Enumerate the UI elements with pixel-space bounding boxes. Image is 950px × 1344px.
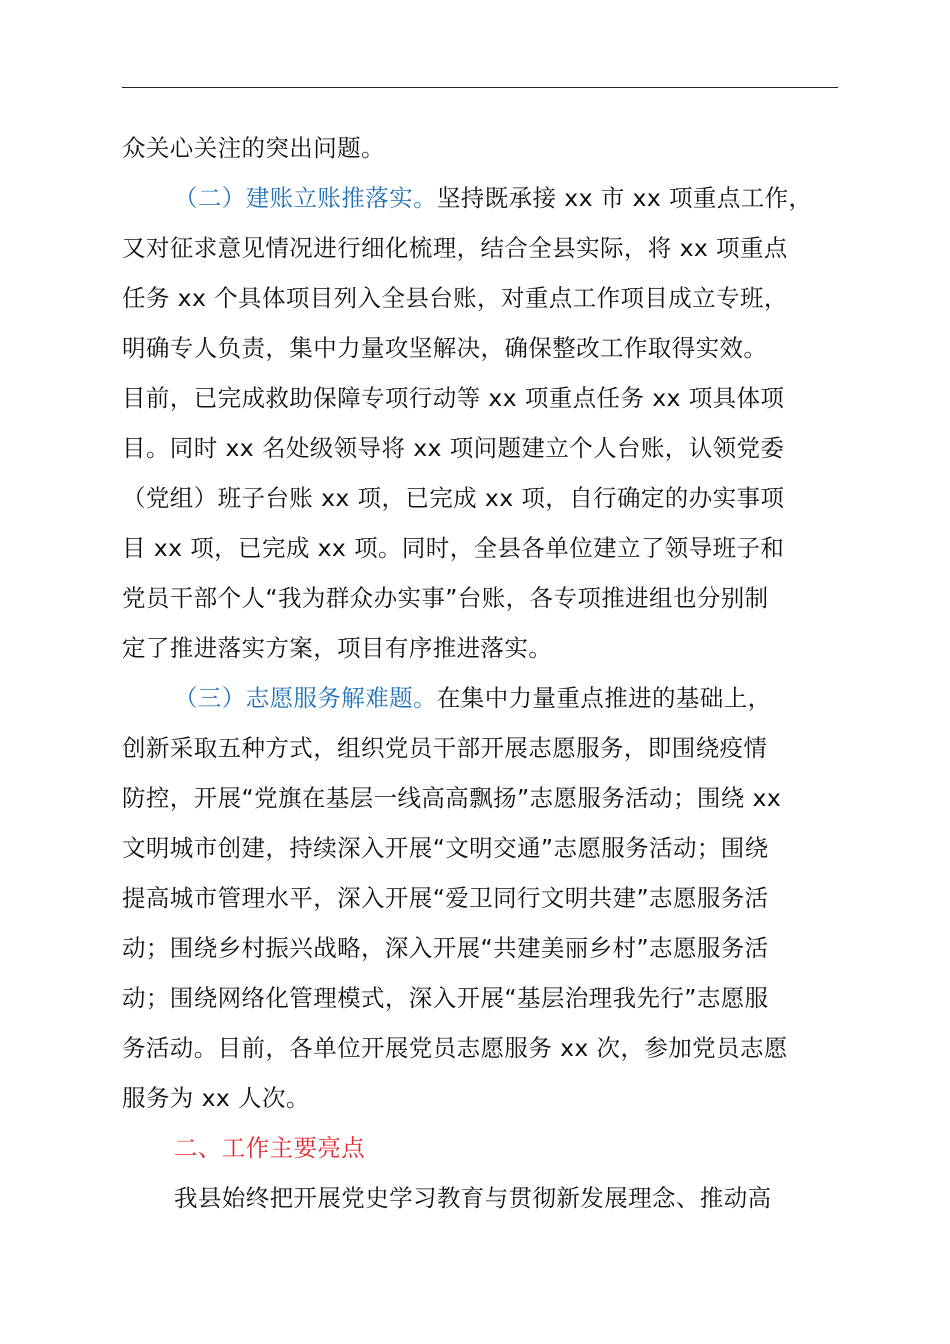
line-text: 目前，已完成救助保障专项行动等 xx 项重点任务 xx 项具体项 (122, 384, 785, 412)
subsection-3-first-line (174, 678, 842, 718)
line-text: 众关心关注的突出问题。 (122, 134, 385, 162)
paragraph-line (122, 278, 842, 318)
paragraph-line (122, 728, 842, 768)
header-rule (122, 87, 838, 88)
line-text: 防控，开展“党旗在基层一线高高飘扬”志愿服务活动；围绕 xx (122, 784, 782, 812)
paragraph-line (122, 428, 842, 468)
paragraph-line (122, 978, 842, 1018)
paragraph-line (122, 228, 842, 268)
line-text: 任务 xx 个具体项目列入全县台账，对重点工作项目成立专班， (122, 284, 788, 312)
paragraph-line (122, 378, 842, 418)
paragraph-line (122, 328, 842, 368)
paragraph-line (122, 928, 842, 968)
line-text: 目。同时 xx 名处级领导将 xx 项问题建立个人台账，认领党委 (122, 434, 785, 462)
paragraph-line (174, 1178, 842, 1218)
paragraph-line (122, 778, 842, 818)
line-text: 定了推进落实方案，项目有序推进落实。 (122, 634, 553, 662)
paragraph-line (122, 478, 842, 518)
line-text: （党组）班子台账 xx 项，已完成 xx 项，自行确定的办实事项 (122, 484, 785, 512)
paragraph-line (122, 628, 842, 668)
line-text: 务活动。目前，各单位开展党员志愿服务 xx 次，参加党员志愿 (122, 1034, 788, 1062)
subsection-heading-3: （三）志愿服务解难题。 (174, 684, 437, 712)
paragraph-line (122, 878, 842, 918)
line-text: 服务为 xx 人次。 (122, 1084, 310, 1112)
paragraph-line (122, 128, 842, 168)
section-heading-2: 二、工作主要亮点 (174, 1134, 366, 1162)
paragraph-line (122, 828, 842, 868)
subsection-heading-2: （二）建账立账推落实。 (174, 184, 437, 212)
line-text: 坚持既承接 xx 市 xx 项重点工作， (436, 184, 813, 212)
paragraph-line (122, 1028, 842, 1068)
line-text: 又对征求意见情况进行细化梳理，结合全县实际，将 xx 项重点 (122, 234, 788, 262)
paragraph-line (122, 528, 842, 568)
line-text: 明确专人负责，集中力量攻坚解决，确保整改工作取得实效。 (122, 334, 768, 362)
line-text: 提高城市管理水平，深入开展“爱卫同行文明共建”志愿服务活 (122, 884, 769, 912)
line-text: 创新采取五种方式，组织党员干部开展志愿服务，即围绕疫情 (122, 734, 768, 762)
line-text: 我县始终把开展党史学习教育与贯彻新发展理念、推动高 (174, 1184, 772, 1212)
line-text: 文明城市创建，持续深入开展“文明交通”志愿服务活动；围绕 (122, 834, 769, 862)
section-heading (174, 1128, 842, 1168)
paragraph-line (122, 1078, 842, 1118)
line-text: 动；围绕网络化管理模式，深入开展“基层治理我先行”志愿服 (122, 984, 769, 1012)
paragraph-line (122, 578, 842, 618)
line-text: 动；围绕乡村振兴战略，深入开展“共建美丽乡村”志愿服务活 (122, 934, 769, 962)
line-text: 在集中力量重点推进的基础上， (436, 684, 772, 712)
subsection-2-first-line (174, 178, 842, 218)
line-text: 目 xx 项，已完成 xx 项。同时，全县各单位建立了领导班子和 (122, 534, 785, 562)
line-text: 党员干部个人“我为群众办实事”台账，各专项推进组也分别制 (122, 584, 769, 612)
